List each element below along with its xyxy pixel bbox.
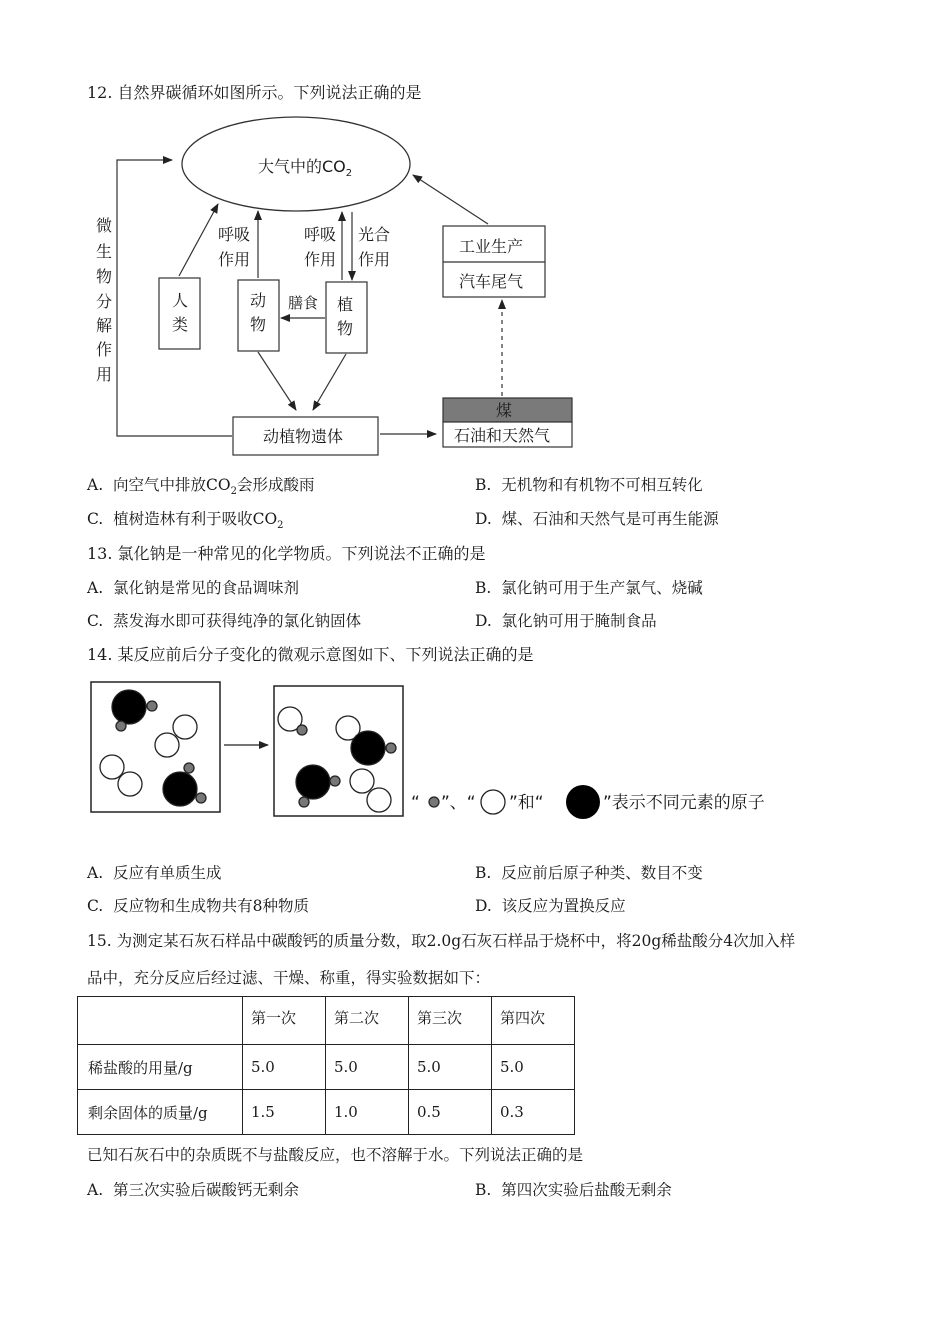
table-header-cell: 第一次 [243,997,326,1045]
plant-box [326,282,367,353]
q12-option-b[interactable]: B. 无机物和有机物不可相互转化 [475,476,703,494]
resp1-label: 呼吸 作用 [218,225,251,269]
table-cell: 剩余固体的质量/g [78,1090,243,1135]
table-cell: 1.0 [326,1090,409,1135]
table-cell: 5.0 [492,1045,575,1090]
q15-option-a[interactable]: A. 第三次实验后碳酸钙无剩余 [87,1181,299,1199]
animal-label: 动 物 [250,291,267,334]
photo-label: 光合 作用 [358,225,391,269]
human-label: 人 类 [172,291,189,334]
svg-text:”表示不同元素的原子: ”表示不同元素的原子 [603,793,765,813]
table-cell: 5.0 [326,1045,409,1090]
oil-gas-label: 石油和天然气 [454,426,551,445]
table-header-cell: 第三次 [409,997,492,1045]
human-to-atmosphere-arrow [179,204,218,276]
svg-text:“: “ [411,793,420,813]
food-label: 膳食 [288,294,319,312]
coal-label: 煤 [496,401,513,420]
table-header-row [78,997,575,1045]
atmosphere-label: 大气中的$CO_2$ [258,157,353,179]
q12-option-c[interactable]: C. 植树造林有利于吸收$CO_2$ [87,510,284,532]
resp2-label: 呼吸 作用 [304,225,337,269]
legend-small-atom [429,797,439,807]
carbon-cycle-diagram [0,0,950,470]
car-label: 汽车尾气 [459,272,524,291]
q12-option-a[interactable]: A. 向空气中排放$CO_2$会形成酸雨 [87,476,315,498]
q13-option-d[interactable]: D. 氯化钠可用于腌制食品 [475,612,657,630]
table-cell: 1.5 [243,1090,326,1135]
q13-option-b[interactable]: B. 氯化钠可用于生产氯气、烧碱 [475,579,703,597]
industry-to-atmosphere-arrow [413,175,488,224]
q13-option-c[interactable]: C. 蒸发海水即可获得纯净的氯化钠固体 [87,612,362,630]
q15-option-b[interactable]: B. 第四次实验后盐酸无剩余 [475,1181,672,1199]
table-row [78,1045,575,1090]
q13-stem: 13. 氯化钠是一种常见的化学物质。下列说法不正确的是 [87,544,486,563]
table-cell: 5.0 [243,1045,326,1090]
table-row [78,1090,575,1135]
q12-option-d[interactable]: D. 煤、石油和天然气是可再生能源 [475,510,719,528]
svg-text:”、“: ”、“ [441,793,476,813]
human-box [159,278,200,349]
plant-label: 植 物 [337,295,354,338]
before-molecules [100,690,206,806]
q15-note: 已知石灰石中的杂质既不与盐酸反应，也不溶解于水。下列说法正确的是 [87,1146,584,1164]
q14-option-b[interactable]: B. 反应前后原子种类、数目不变 [475,864,703,882]
table-header-cell: 第二次 [326,997,409,1045]
q12-stem: 12. 自然界碳循环如图所示。下列说法正确的是 [87,83,422,102]
microbe-label: 微 生 物 分 解 作 用 [96,216,113,384]
table-header-cell: 第四次 [492,997,575,1045]
q14-stem: 14. 某反应前后分子变化的微观示意图如下、下列说法正确的是 [87,645,534,664]
q13-option-a[interactable]: A. 氯化钠是常见的食品调味剂 [87,579,299,597]
table-cell: 0.3 [492,1090,575,1135]
q14-option-d[interactable]: D. 该反应为置换反应 [475,897,626,915]
industry-label: 工业生产 [459,237,524,256]
after-molecules [278,707,396,812]
animal-to-remains-arrow [258,352,296,410]
q15-data-table [77,996,575,1135]
atom-legend [411,785,765,819]
q15-stem-line2: 品中，充分反应后经过滤、干燥、称重，得实验数据如下： [87,969,491,987]
q15-stem-line1: 15. 为测定某石灰石样品中碳酸钙的质量分数，取2.0g石灰石样品于烧杯中，将20g稀盐酸分4次加入样 [87,932,796,950]
svg-text:”和“: ”和“ [509,793,544,813]
remains-label: 动植物遗体 [263,427,344,446]
legend-white-atom [481,790,505,814]
table-cell: 0.5 [409,1090,492,1135]
molecule-diagram [0,670,950,830]
q14-option-c[interactable]: C. 反应物和生成物共有8种物质 [87,897,309,915]
table-cell: 5.0 [409,1045,492,1090]
table-cell: 稀盐酸的用量/g [78,1045,243,1090]
plant-to-remains-arrow [313,354,346,410]
q14-option-a[interactable]: A. 反应有单质生成 [87,864,222,882]
table-cell [78,997,243,1045]
legend-black-atom [566,785,600,819]
